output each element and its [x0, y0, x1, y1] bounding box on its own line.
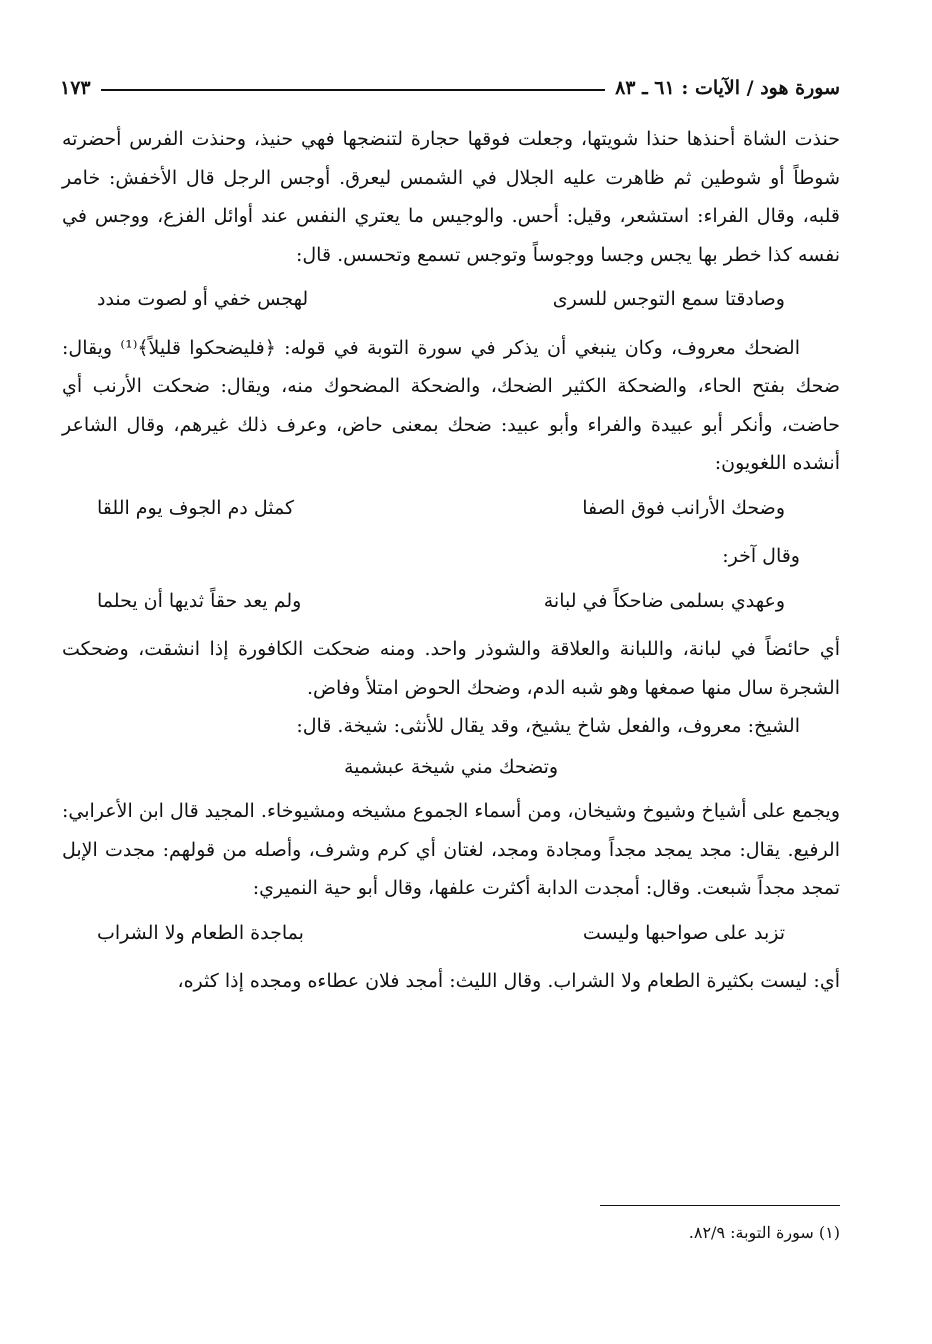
verse-second-hemistich: ولم يعد حقاً ثديها أن يحلما — [97, 589, 302, 612]
footnote: (١) سورة التوبة: ٨٢/٩. — [688, 1223, 840, 1242]
verse-tawajjus — [62, 280, 840, 319]
verse-line: وتضحك مني شيخة عبشمية — [343, 755, 559, 778]
verse-shaykha — [62, 748, 840, 787]
running-header — [60, 70, 840, 106]
verse-salma — [62, 582, 840, 621]
verse-first-hemistich: وضحك الأرانب فوق الصفا — [582, 496, 785, 519]
verse-numayri — [62, 914, 840, 953]
paragraph-qala-akhar: وقال آخر: — [722, 545, 800, 567]
paragraph-majid: ويجمع على أشياخ وشيوخ وشيخان، ومن أسماء الجموع مشيخه ومشيوخاء. المجيد قال ابن الأعرابي: الرفيع. يقال: مجد يمجد مجداً ومجادة ومجد، لغتان أي كرم وشرف، وأصله من قولهم: مجدت الإبل تمجد مجداً شبعت. وقال: أمجدت الدابة أكثرت علفها، وقال أبو حية النميري: — [62, 800, 840, 899]
verse-first-hemistich: تزبد على صواحبها وليست — [582, 921, 785, 944]
verse-first-hemistich: وعهدي بسلمى ضاحكاً في لبانة — [543, 589, 785, 612]
paragraph-haidan: أي حائضاً في لبانة، واللبانة والعلاقة والشوذر واحد. ومنه ضحكت الكافورة إذا انشقت، وضحكت الشجرة سال منها صمغها وهو شبه الدم، وضحك الحوض امتلأ وفاض. — [62, 638, 840, 699]
paragraph-hanadha: حنذت الشاة أحنذها حنذا شويتها، وجعلت فوقها حجارة لتنضجها فهي حنيذ، وحنذت الفرس أحضرته شوطاً أو شوطين ثم ظاهرت عليه الجلال في الشمس ليعرق. أوجس الرجل قال الأخفش: خامر قلبه، وقال الفراء: استشعر، وقيل: أحس. والوجيس ما يعتري النفس عند أوائل الفزع، ووجس في نفسه كذا خطر بها يجس وجسا ووجوساً وتوجس تسمع وتحسس. قال: — [62, 128, 840, 266]
verse-second-hemistich: بماجدة الطعام ولا الشراب — [97, 921, 304, 944]
footnote-rule — [600, 1205, 840, 1206]
verse-first-hemistich: وصادقتا سمع التوجس للسرى — [552, 288, 785, 310]
main-text — [62, 120, 840, 1001]
page-number: ١٧٣ — [60, 77, 91, 99]
verse-arانب — [62, 489, 840, 528]
verse-second-hemistich: لهجس خفي أو لصوت مندد — [97, 288, 309, 310]
paragraph-dahik: الضحك معروف، وكان ينبغي أن يذكر في سورة التوبة في قوله: ﴿فليضحكوا قليلاً﴾⁽¹⁾ ويقال: ضحك بفتح الحاء، والضحكة الكثير الضحك، والضحكة المضحوك منه، ويقال: ضحكت الأرنب أي حاضت، وأنكر أبو عبيدة والفراء وأبو عبيد: ضحك بمعنى حاض، وعرف ذلك غيرهم، وقال الشاعر أنشده اللغويون: — [62, 336, 840, 474]
chapter-title: سورة هود / الآيات : ٦١ ـ ٨٣ — [615, 77, 840, 99]
header-rule — [101, 89, 605, 91]
verse-second-hemistich: كمثل دم الجوف يوم اللقا — [97, 496, 295, 519]
paragraph-shaykh: الشيخ: معروف، والفعل شاخ يشيخ، وقد يقال للأنثى: شيخة. قال: — [296, 715, 800, 737]
paragraph-laith: أي: ليست بكثيرة الطعام ولا الشراب. وقال الليث: أمجد فلان عطاءه ومجده إذا كثره، — [177, 970, 840, 992]
